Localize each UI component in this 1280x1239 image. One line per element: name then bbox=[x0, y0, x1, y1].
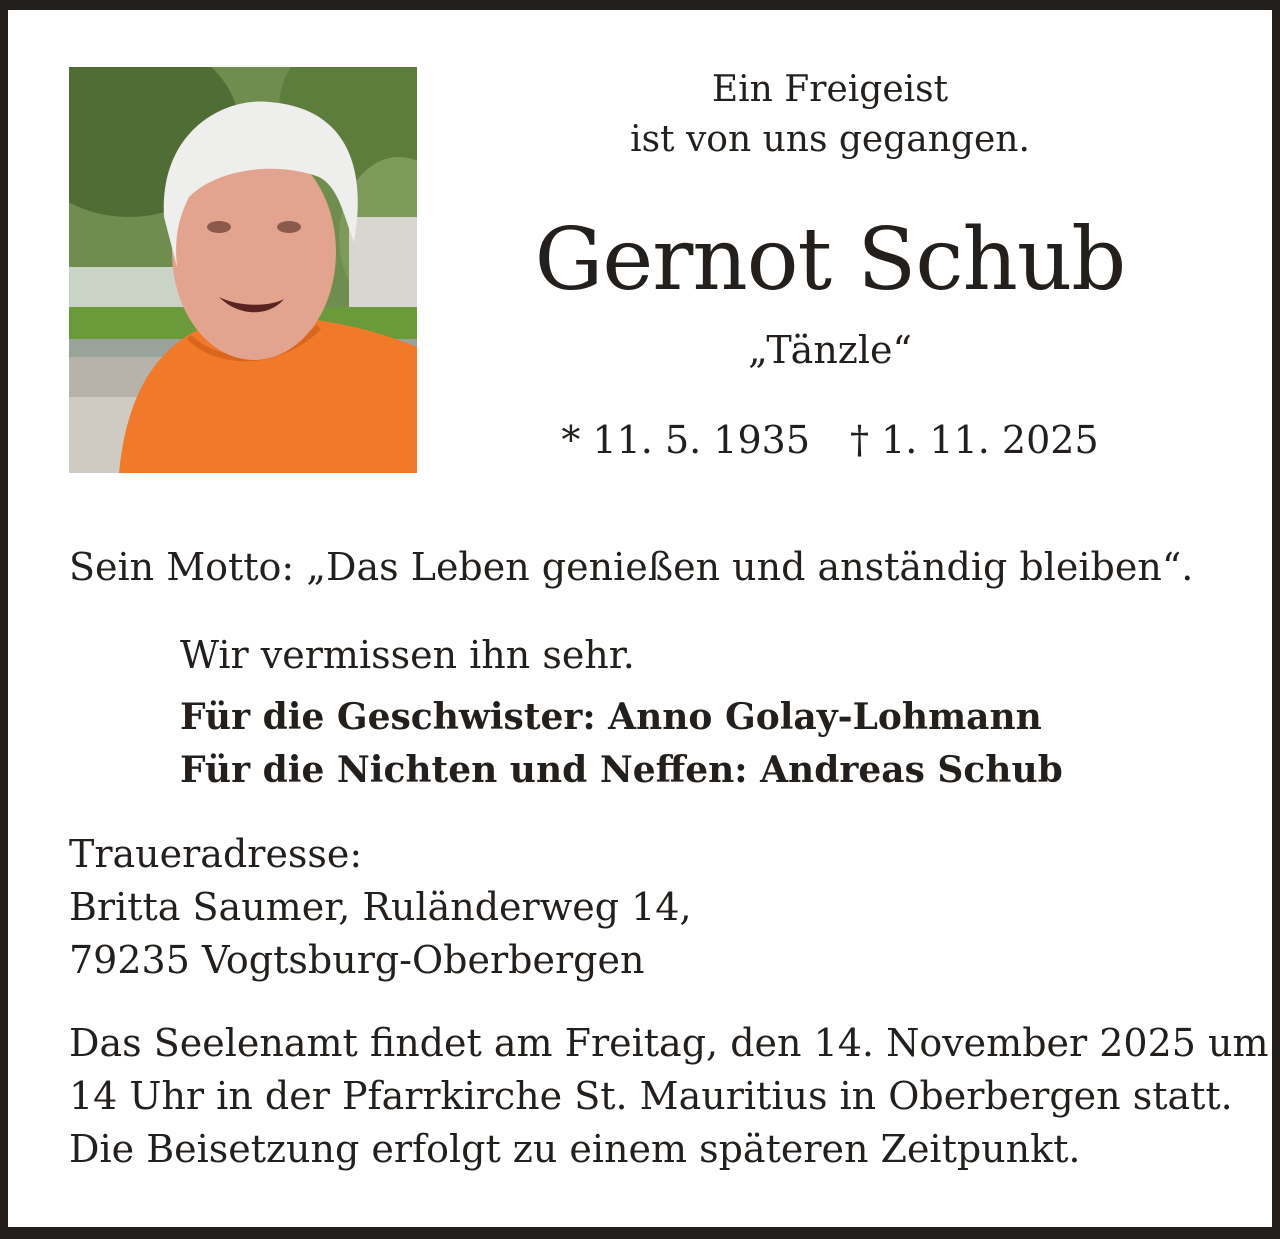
service-line-3: Die Beisetzung erfolgt zu einem späteren Zeitpunkt. bbox=[69, 1127, 1081, 1171]
miss-statement: Wir vermissen ihn sehr. bbox=[180, 633, 635, 677]
birth-date: * 11. 5. 1935 bbox=[561, 418, 810, 462]
life-dates bbox=[460, 412, 1200, 468]
nickname: „Tänzle“ bbox=[748, 328, 912, 372]
service-info bbox=[69, 1017, 1269, 1176]
motto: Sein Motto: „Das Leben genießen und anständig bleiben“. bbox=[69, 545, 1194, 589]
service-line-1: Das Seelenamt findet am Freitag, den 14. November 2025 um bbox=[69, 1021, 1269, 1065]
intro-line-2: ist von uns gegangen. bbox=[630, 119, 1030, 160]
address-line-2: 79235 Vogtsburg-Oberbergen bbox=[69, 938, 645, 982]
deceased-name: Gernot Schub bbox=[534, 210, 1126, 310]
intro-line-1: Ein Freigeist bbox=[711, 69, 949, 110]
address-line-1: Britta Saumer, Ruländerweg 14, bbox=[69, 885, 692, 929]
intro-text bbox=[460, 65, 1200, 165]
signature-siblings: Für die Geschwister: Anno Golay-Lohmann bbox=[180, 696, 1042, 738]
mourning-address bbox=[69, 828, 692, 987]
portrait-photo bbox=[69, 67, 417, 473]
service-line-2: 14 Uhr in der Pfarrkirche St. Mauritius in Oberbergen statt. bbox=[69, 1074, 1233, 1118]
address-label: Traueradresse: bbox=[69, 832, 363, 876]
signature-nieces-nephews: Für die Nichten und Neffen: Andreas Schub bbox=[180, 749, 1063, 791]
death-date: † 1. 11. 2025 bbox=[850, 418, 1099, 462]
